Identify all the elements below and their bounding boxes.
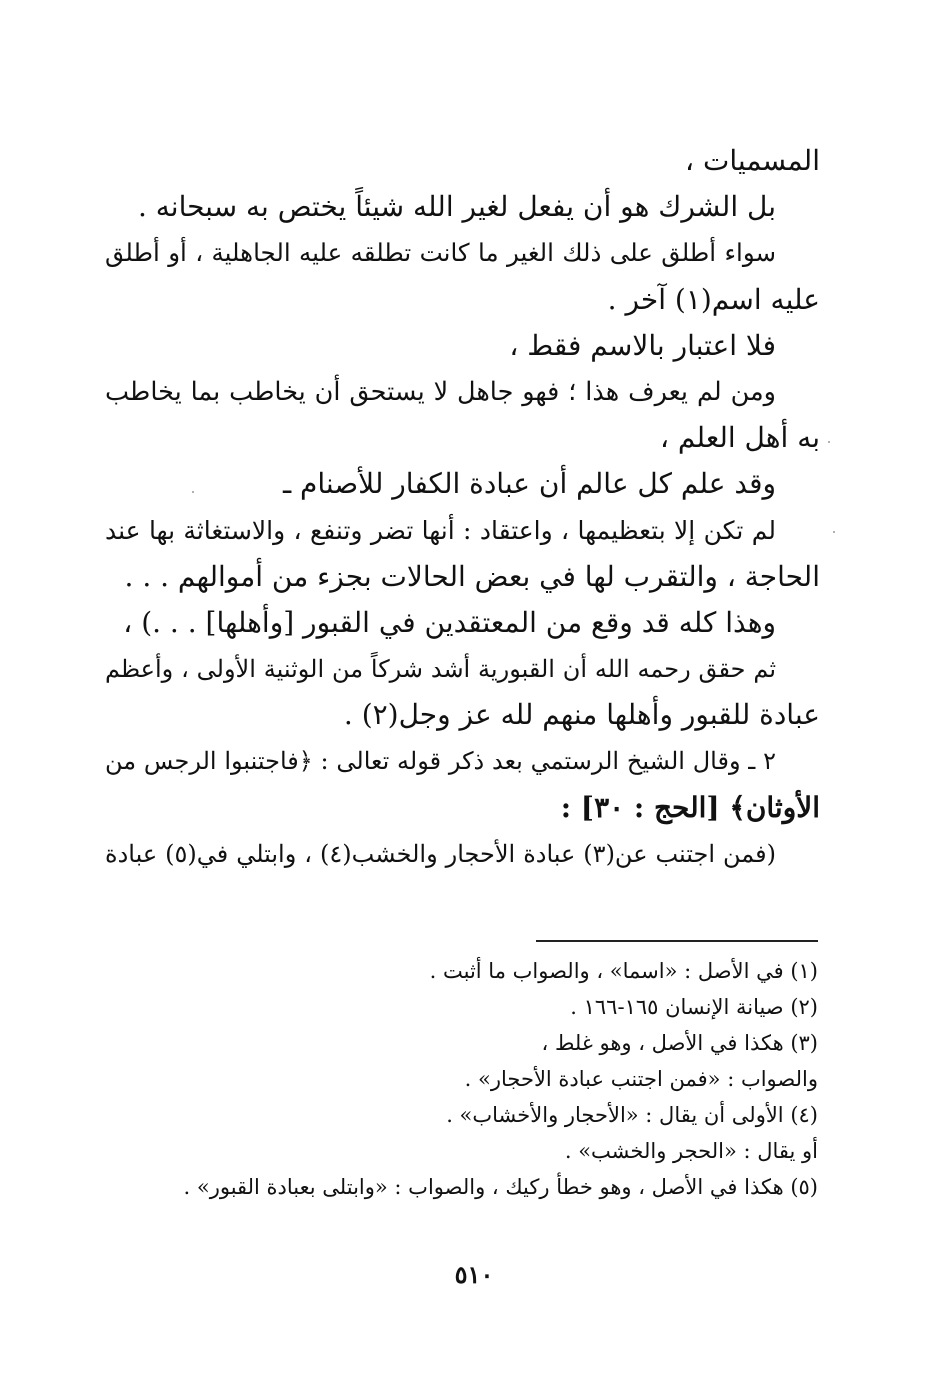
scan-speck [828, 441, 830, 443]
footnote-2: (٢) صيانة الإنسان ١٦٥-١٦٦ . [570, 995, 818, 1019]
text-line-13: عبادة للقبور وأهلها منهم لله عز وجل(٢) . [343, 698, 820, 732]
page-number: ٥١٠ [454, 1260, 494, 1289]
scan-speck [833, 531, 835, 533]
text-line-3: سواء أطلق على ذلك الغير ما كانت تطلقه عليه الجاهلية ، أو أطلق [105, 238, 776, 268]
main-text [105, 138, 820, 877]
text-line-14: ٢ ـ وقال الشيخ الرستمي بعد ذكر قوله تعالى : ﴿فاجتنبوا الرجس من [105, 747, 776, 776]
text-line-6: ومن لم يعرف هذا ؛ فهو جاهل لا يستحق أن يخاطب بما يخاطب [105, 376, 776, 407]
footnote-3: (٣) هكذا في الأصل ، وهو غلط ، [541, 1031, 818, 1055]
text-line-1: المسميات ، [685, 144, 820, 177]
footnote-3-continued: والصواب : «فمن اجتنب عبادة الأحجار» . [464, 1067, 818, 1091]
text-line-15: الأوثان﴾ [الحج : ٣٠] : [560, 790, 820, 824]
footnote-4: (٤) الأولى أن يقال : «الأحجار والأخشاب» . [446, 1103, 818, 1127]
text-line-9: لم تكن إلا بتعظيمها ، واعتقاد : أنها تضر وتنفع ، والاستغاثة بها عند [105, 515, 776, 545]
scan-speck [192, 491, 194, 493]
text-line-12: ثم حقق رحمه الله أن القبورية أشد شركاً من الوثنية الأولى ، وأعظم [105, 655, 776, 684]
footnote-4-continued: أو يقال : «الحجر والخشب» . [564, 1139, 818, 1163]
footnotes [103, 953, 818, 1205]
text-line-11: وهذا كله قد وقع من المعتقدين في القبور [وأهلها] . . .) ، [123, 605, 776, 639]
text-line-2: بل الشرك هو أن يفعل لغير الله شيئاً يختص به سبحانه . [137, 190, 776, 224]
footnote-separator [536, 940, 818, 942]
text-line-4: عليه اسم(١) آخر . [607, 282, 820, 316]
text-line-5: فلا اعتبار بالاسم فقط ، [509, 328, 776, 362]
text-line-8: وقد علم كل عالم أن عبادة الكفار للأصنام ـ [282, 467, 776, 501]
text-line-10: الحاجة ، والتقرب لها في بعض الحالات بجزء من أموالهم . . . [124, 559, 820, 593]
footnote-5: (٥) هكذا في الأصل ، وهو خطأ ركيك ، والصواب : «وابتلى بعبادة القبور» . [183, 1175, 818, 1199]
text-line-7: به أهل العلم ، [659, 421, 820, 455]
footnote-1: (١) في الأصل : «اسما» ، والصواب ما أثبت . [429, 959, 818, 983]
text-line-16: (فمن اجتنب عن(٣) عبادة الأحجار والخشب(٤) ، وابتلي في(٥) عبادة [105, 839, 776, 868]
